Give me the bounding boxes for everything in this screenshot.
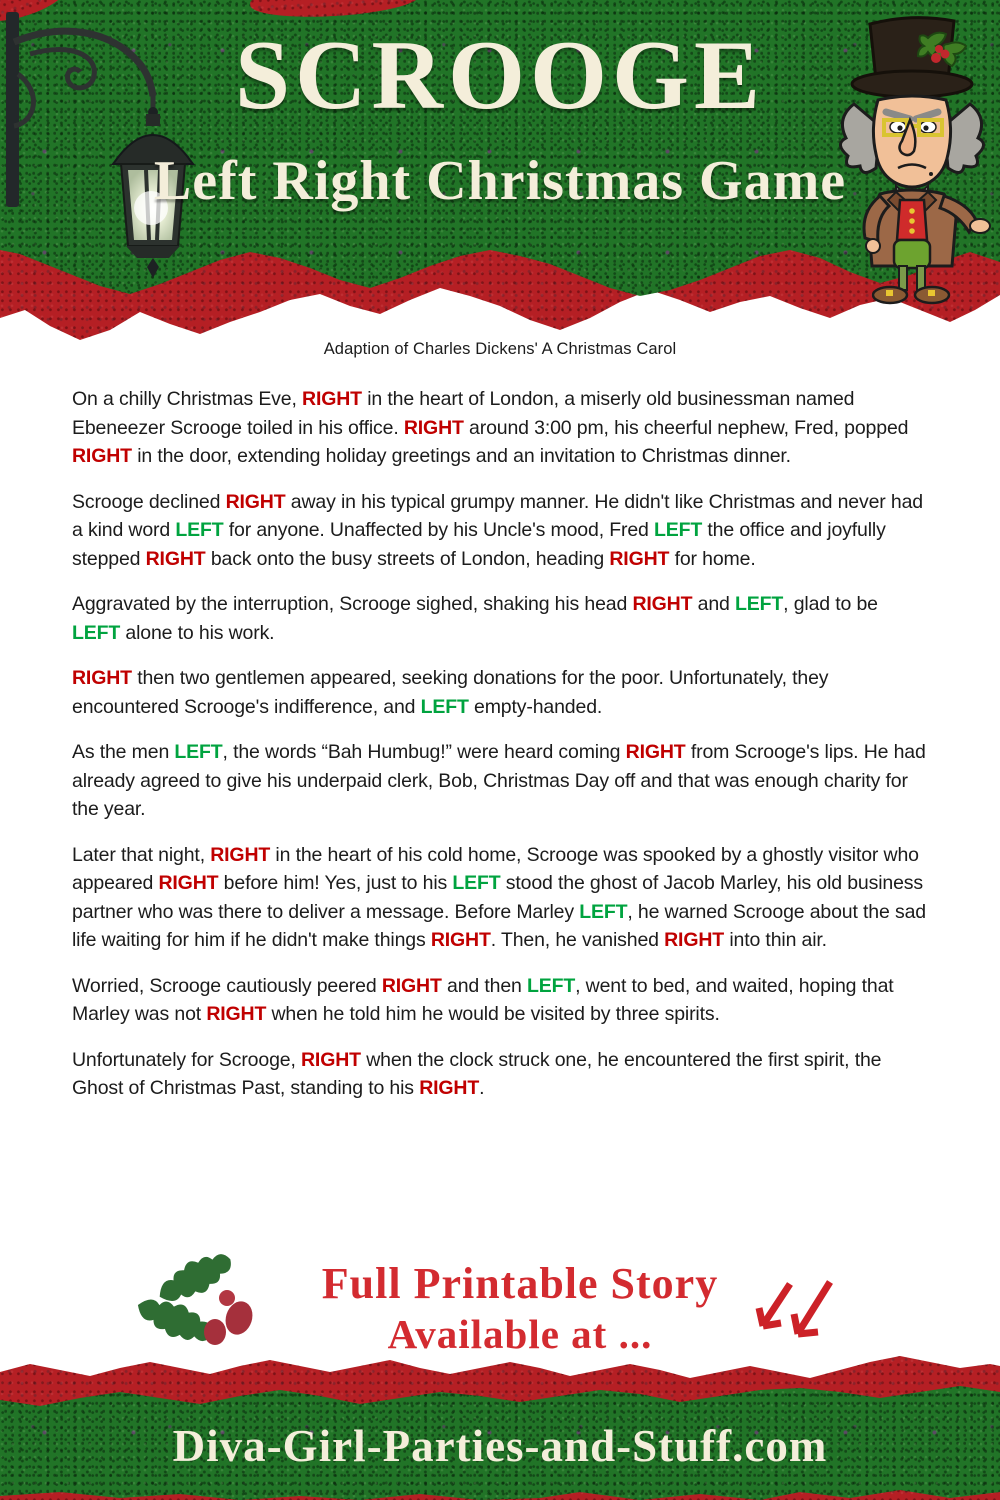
story-paragraph (72, 1046, 928, 1103)
story-text: . Then, he vanished (490, 929, 665, 951)
story-word-right: RIGHT (609, 547, 670, 570)
story-word-right: RIGHT (430, 929, 491, 951)
story-text: when the clock struck one, he encountered the first spirit, the Ghost of Christmas Past, standing to his (72, 1048, 882, 1099)
holly-icon (133, 1252, 273, 1352)
story-text: stood the ghost of Jacob Marley, his old business partner who was there to deliver a message. Before Marley (72, 872, 923, 923)
story-word-right: RIGHT (72, 667, 132, 689)
story-text: On a chilly Christmas Eve, (72, 388, 303, 410)
story-paragraph (72, 972, 928, 1029)
story-word-left: LEFT (526, 974, 576, 997)
story-word-right: RIGHT (158, 872, 219, 894)
story-text: , the words “Bah Humbug!” were heard coming (222, 741, 626, 763)
story-word-left: LEFT (174, 741, 223, 763)
story-text: . (479, 1077, 485, 1099)
story-word-right: RIGHT (145, 547, 206, 570)
story-text: for home. (669, 547, 756, 570)
story-text: Scrooge declined (72, 490, 226, 513)
story-text: and (692, 593, 736, 615)
story-paragraph (72, 488, 928, 574)
story-word-right: RIGHT (625, 741, 686, 763)
story-paragraph (72, 841, 928, 955)
story-word-left: LEFT (735, 593, 784, 615)
story-word-left: LEFT (72, 621, 121, 644)
story-text: in the heart of his cold home, Scrooge was spooked by a ghostly visitor who appeared (72, 843, 919, 894)
page-title: SCROOGE (234, 21, 766, 130)
story-text: empty-handed. (468, 695, 603, 718)
story-text: Later that night, (72, 843, 211, 866)
story-text: for anyone. Unaffected by his Uncle's mood, Fred (223, 519, 654, 541)
story-word-right: RIGHT (206, 1003, 267, 1025)
story-text: away in his typical grumpy manner. He didn't like Christmas and never had a kind word (72, 490, 923, 541)
story-text: and then (441, 974, 527, 997)
story-text: before him! Yes, just to his (218, 872, 453, 894)
story-text: then two gentlemen appeared, seeking donations for the poor. Unfortunately, they encountered Scrooge's indifference, and (72, 667, 829, 718)
story-text: , he warned Scrooge about the sad life waiting for him if he didn't make things (72, 900, 926, 951)
story-word-right: RIGHT (302, 388, 362, 410)
story-paragraph (72, 664, 928, 721)
story-word-right: RIGHT (72, 445, 132, 467)
website-url: Diva-Girl-Parties-and-Stuff.com (172, 1421, 828, 1471)
story-word-right: RIGHT (419, 1077, 480, 1099)
story-text: , glad to be (783, 593, 878, 615)
story-word-right: RIGHT (632, 593, 693, 615)
story-word-left: LEFT (452, 872, 501, 894)
story-text: from Scrooge's lips. He had already agreed to give his underpaid clerk, Bob, Christmas Day off and that was enough charity for the year. (72, 741, 926, 820)
story-text: around 3:00 pm, his cheerful nephew, Fred, popped (463, 416, 909, 439)
story-word-left: LEFT (175, 519, 224, 541)
story-text: in the heart of London, a miserly old businessman named Ebeneezer Scrooge toiled in his office. (72, 388, 855, 439)
story-paragraphs (72, 385, 928, 1103)
page-subtitle: Left Right Christmas Game (153, 150, 847, 212)
promo-line2: Available at ... (387, 1310, 653, 1357)
story-text: the office and joyfully stepped (72, 519, 886, 570)
story-text: back onto the busy streets of London, heading (205, 547, 610, 570)
promo-text (280, 1258, 760, 1358)
story-word-left: LEFT (654, 519, 703, 541)
story-text: Worried, Scrooge cautiously peered (72, 974, 382, 997)
story-text: into thin air. (724, 929, 827, 951)
story-text: alone to his work. (120, 621, 275, 644)
story-paragraph (72, 590, 928, 647)
story-paragraph (72, 738, 928, 824)
story-text: As the men (72, 741, 175, 763)
story-text: Unfortunately for Scrooge, (72, 1048, 301, 1071)
promo-line1: Full Printable Story (321, 1259, 719, 1308)
story-text: Aggravated by the interruption, Scrooge sighed, shaking his head (72, 593, 633, 615)
double-down-left-arrows-icon (748, 1278, 844, 1350)
adaption-note: Adaption of Charles Dickens' A Christmas Carol (323, 340, 677, 358)
story-word-right: RIGHT (210, 843, 271, 866)
story-word-left: LEFT (579, 900, 628, 923)
story-text: , went to bed, and waited, hoping that Marley was not (72, 974, 894, 1025)
story-word-right: RIGHT (403, 416, 464, 439)
story-text: in the door, extending holiday greetings and an invitation to Christmas dinner. (131, 445, 791, 467)
story-word-right: RIGHT (301, 1048, 361, 1071)
story-paragraph (72, 385, 928, 471)
story-word-left: LEFT (420, 695, 469, 718)
story-text: when he told him he would be visited by three spirits. (266, 1003, 720, 1025)
story-section (0, 340, 1000, 1120)
story-word-right: RIGHT (381, 974, 442, 997)
story-word-right: RIGHT (664, 929, 725, 951)
story-word-right: RIGHT (225, 490, 286, 513)
